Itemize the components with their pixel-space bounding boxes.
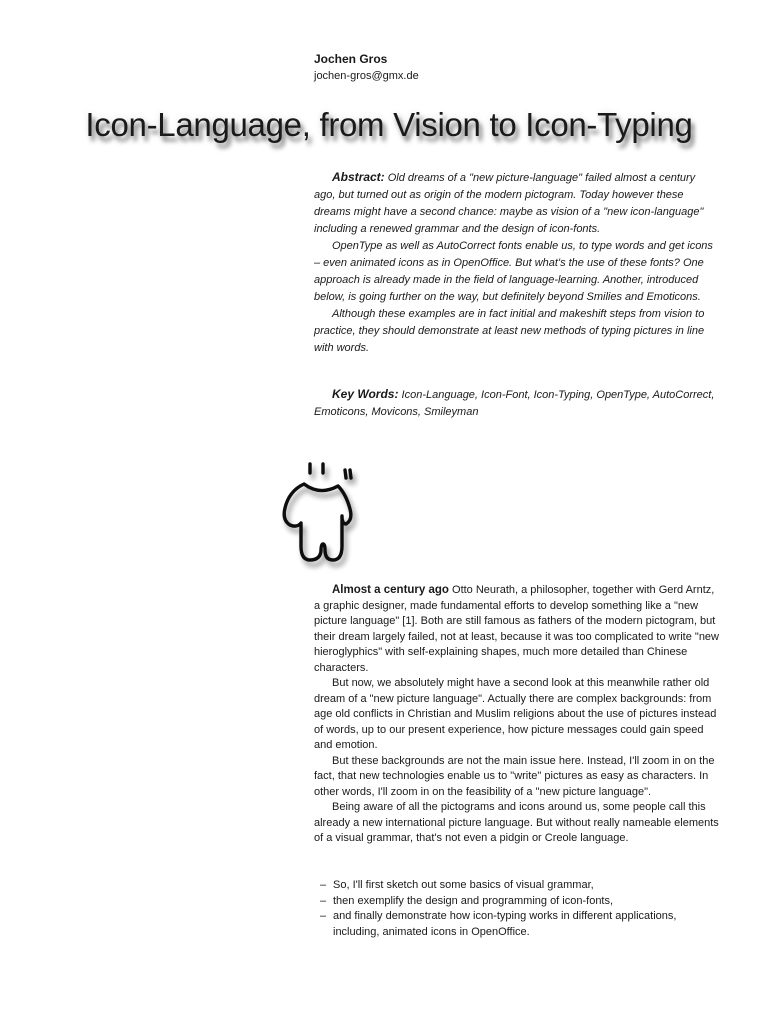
body-paragraph: But now, we absolutely might have a second look at this meanwhile rather old dream of a "new picture language". Actually there are complex backgrounds: from age old conflicts in Christian and Muslim religions about the use of pictures instead of words, up to our present experience, how picture messages could gain speed and emotion. xyxy=(314,677,717,751)
list-item-text: So, I'll first sketch out some basics of visual grammar, xyxy=(333,879,594,891)
author-name: Jochen Gros xyxy=(314,52,388,66)
list-bullet: – xyxy=(320,894,327,907)
outline-list xyxy=(314,878,719,940)
keywords-label: Key Words: xyxy=(332,387,399,401)
abstract-paragraph xyxy=(314,169,719,238)
body-paragraph: But these backgrounds are not the main issue here. Instead, I'll zoom in on the fact, that new technologies enable us to "write" pictures as easy as characters. In other words, I'll zoom in on the feasibility of a "new picture language". xyxy=(314,754,715,798)
body-paragraph: Being aware of all the pictograms and icons around us, some people call this already a new international picture language. But without really nameable elements of a visual grammar, that's not even a pidgin or Creole language. xyxy=(314,801,719,844)
smileyman-icon xyxy=(270,454,370,584)
body-paragraph xyxy=(314,583,719,676)
list-item-text: then exemplify the design and programming of icon-fonts, xyxy=(333,894,614,907)
list-bullet: – xyxy=(320,910,327,922)
list-item-text: and finally demonstrate how icon-typing works in different applications, including, animated icons in OpenOffice. xyxy=(333,910,677,938)
abstract-label: Abstract: xyxy=(332,170,385,184)
list-item xyxy=(314,894,719,910)
abstract-paragraph: OpenType as well as AutoCorrect fonts enable us, to type words and get icons – even animated icons as in OpenOffice. But what's the use of these fonts? One approach is already made in the field of language-learning. Another, introduced below, is going further on the way, but definitely beyond Smilies and Emoticons. xyxy=(314,240,713,303)
keywords-text: Icon-Language, Icon-Font, Icon-Typing, OpenType, AutoCorrect, Emoticons, Movicons, Smileyman xyxy=(314,389,715,418)
abstract-text: Old dreams of a "new picture-language" failed almost a century ago, but turned out as origin of the modern pictogram. Today however these dreams might have a second chance: maybe as vision of a "new icon-language" including a renewed grammar and the design of icon-fonts. xyxy=(314,172,704,235)
body-text xyxy=(314,583,719,847)
keywords xyxy=(314,386,719,421)
abstract xyxy=(314,169,719,357)
list-item xyxy=(314,878,719,894)
list-item xyxy=(314,909,719,940)
paper-title: Icon-Language, from Vision to Icon-Typing xyxy=(85,106,693,143)
abstract-paragraph: Although these examples are in fact initial and makeshift steps from vision to practice, they should demonstrate at least new methods of typing pictures in line with words. xyxy=(314,308,705,354)
smileyman-figure xyxy=(270,454,370,584)
body-run-in-heading: Almost a century ago xyxy=(332,584,449,596)
body-text-span: Otto Neurath, a philosopher, together with Gerd Arntz, a graphic designer, made fundamental efforts to develop something like a "new picture language" [1]. Both are still famous as fathers of the modern pictogram, but their dream largely failed, not at least, because it was too complicated to write "new hieroglyphics" with self-explaining shapes, much more detailed than Chinese characters. xyxy=(314,584,719,674)
author-email: jochen-gros@gmx.de xyxy=(314,70,419,82)
list-bullet: – xyxy=(320,879,327,891)
